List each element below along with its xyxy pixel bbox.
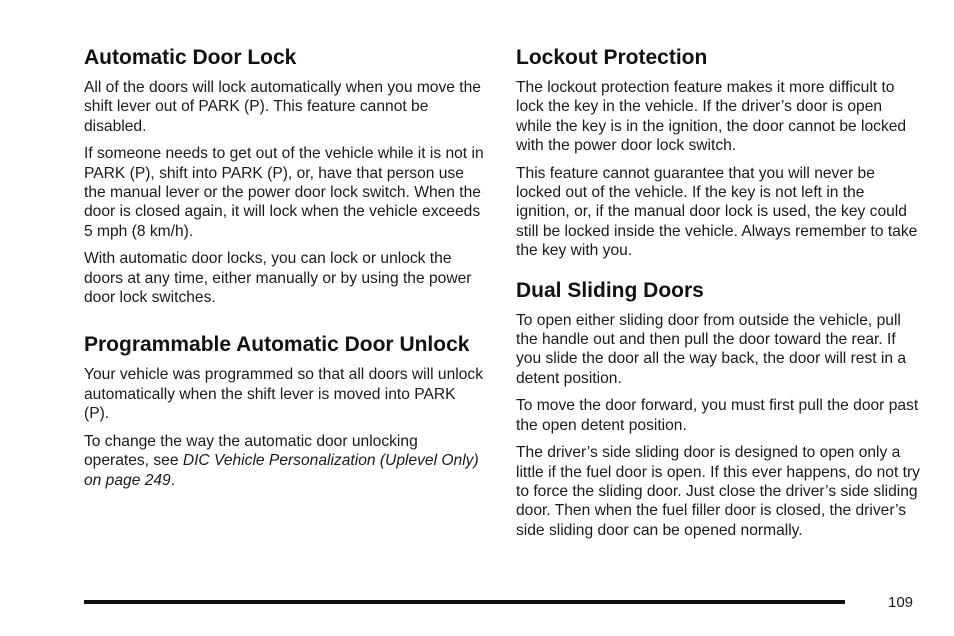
paragraph: All of the doors will lock automatically when you move the shift lever out of PARK (P). This feature cannot be disabled. <box>84 79 481 135</box>
left-column <box>84 44 484 498</box>
paragraph-text: To change the way the automatic door unlocking operates, see <box>84 432 418 470</box>
footer-rule <box>84 600 845 604</box>
section-heading-automatic-door-lock: Automatic Door Lock <box>84 46 297 69</box>
cross-reference-link[interactable]: DIC Vehicle Personalization (Uplevel Only) on page 249 <box>84 452 479 489</box>
paragraph: The lockout protection feature makes it more difficult to lock the key in the vehicle. If the driver’s door is open while the key is in the ignition, the door cannot be locked with the power door lock switch. <box>516 79 907 155</box>
paragraph: The driver’s side sliding door is designed to open only a little if the fuel door is open. If this ever happens, do not try to force the sliding door. Just close the driver’s side sliding door. Then when the fuel filler door is closed, the driver’s side sliding door can be opened normally. <box>516 444 920 539</box>
right-column <box>516 44 920 548</box>
page-number: 109 <box>888 594 914 611</box>
paragraph: To open either sliding door from outside the vehicle, pull the handle out and then pull the door toward the rear. If you slide the door all the way back, the door will rest in a detent position. <box>516 311 907 387</box>
section-heading-programmable-unlock: Programmable Automatic Door Unlock <box>84 333 470 357</box>
paragraph: With automatic door locks, you can lock or unlock the doors at any time, either manually or by using the power door lock switches. <box>84 250 472 307</box>
paragraph-end: . <box>170 471 176 489</box>
section-heading-lockout-protection: Lockout Protection <box>516 46 708 69</box>
paragraph: If someone needs to get out of the vehicle while it is not in PARK (P), shift into PARK (P), or, have that person use the manual lever or the power door lock switch. When the door is closed again, it will lock when the vehicle exceeds 5 mph (8 km/h). <box>84 145 484 240</box>
paragraph: To move the door forward, you must first pull the door past the open detent position. <box>516 397 919 434</box>
paragraph: Your vehicle was programmed so that all doors will unlock automatically when the shift lever is moved into PARK (P). <box>84 366 483 423</box>
paragraph: This feature cannot guarantee that you will never be locked out of the vehicle. If the key is not left in the ignition, or, if the manual door lock is used, the key could still be locked inside the vehicle. Always remember to take the key with you. <box>516 164 918 260</box>
paragraph-with-reference <box>84 432 484 490</box>
section-heading-dual-sliding-doors: Dual Sliding Doors <box>516 278 704 302</box>
